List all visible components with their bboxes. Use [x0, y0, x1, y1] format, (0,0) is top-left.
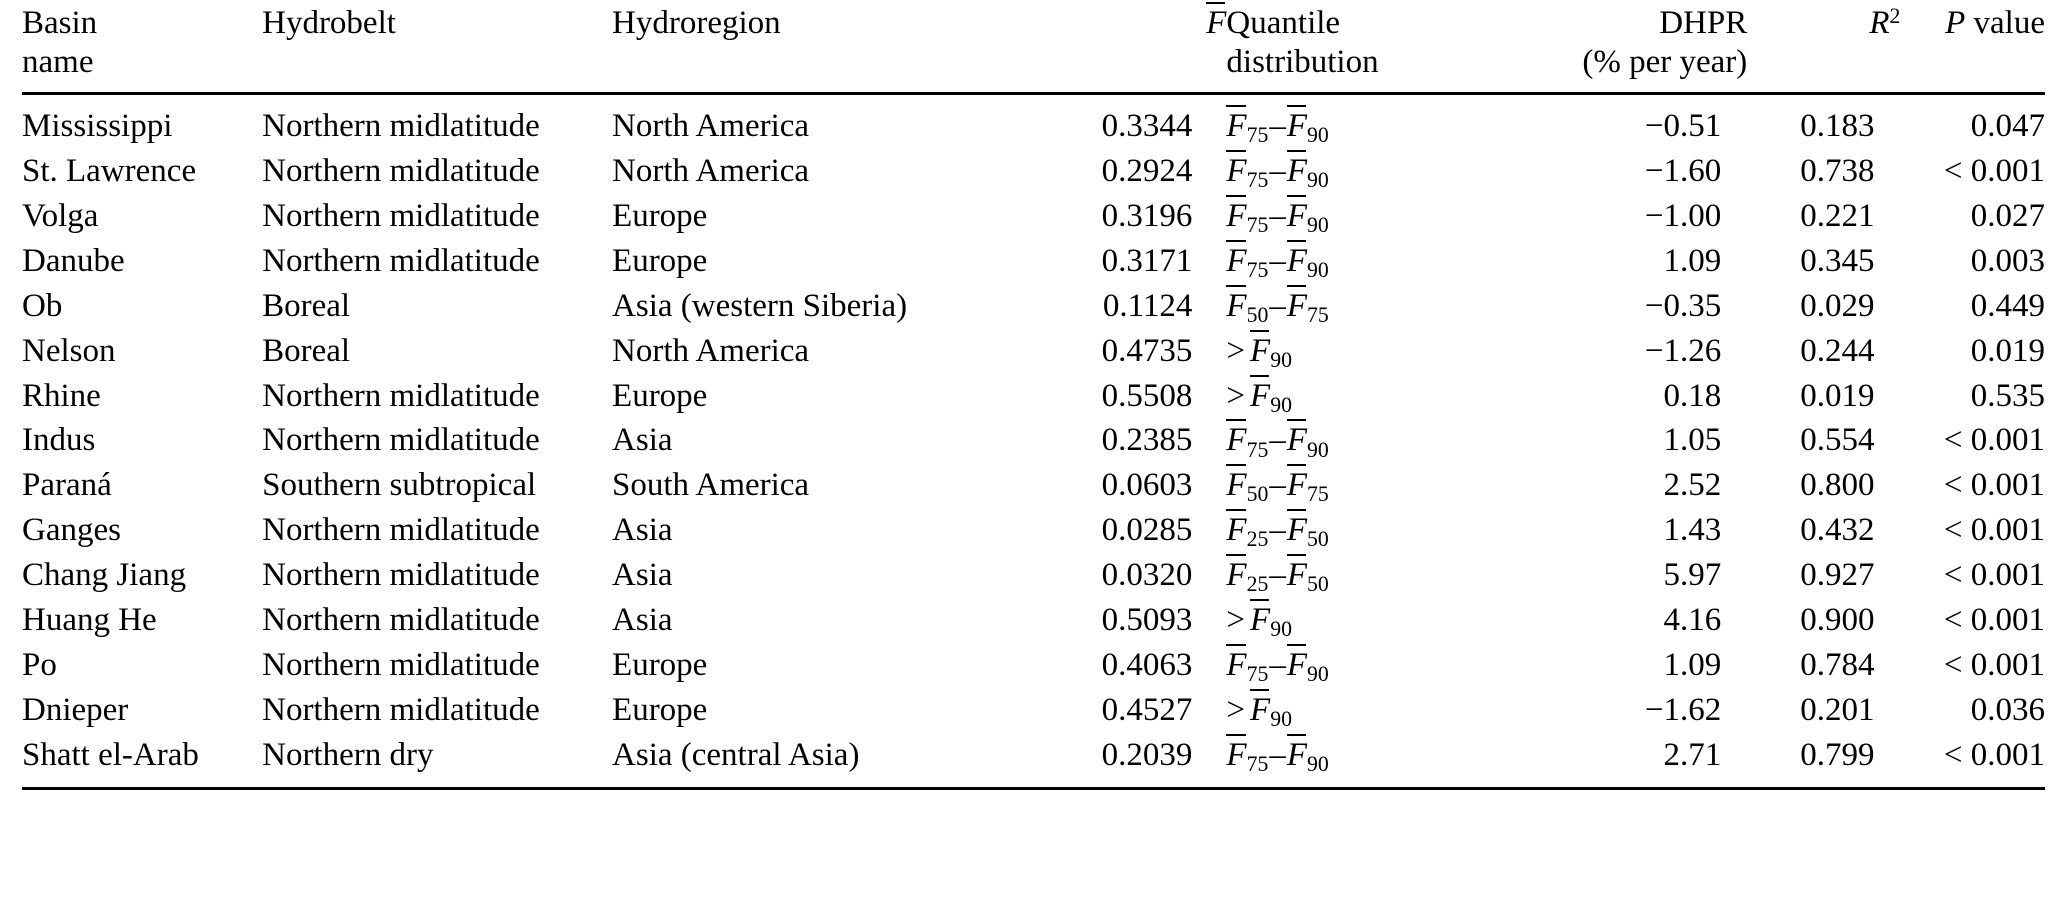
cell-basin-name: Shatt el-Arab — [22, 733, 262, 788]
cell-quantile-distribution — [1226, 418, 1509, 463]
f-bar-subscript: 75 — [1246, 122, 1269, 147]
cell-hydrobelt: Northern midlatitude — [262, 242, 540, 279]
cell-dhpr: −1.00 — [1644, 197, 1722, 234]
cell-dhpr: 0.18 — [1663, 377, 1722, 414]
quantile-expression — [1226, 107, 1329, 147]
cell-p-value: < 0.001 — [1943, 152, 2045, 189]
f-quantile-term — [1286, 422, 1329, 462]
cell-dhpr: 1.43 — [1663, 512, 1722, 549]
quantile-expression — [1226, 332, 1292, 372]
table-row — [22, 374, 2045, 419]
f-bar-symbol: F — [1226, 512, 1247, 549]
f-bar-subscript: 90 — [1307, 212, 1329, 237]
table-row — [22, 284, 2045, 329]
table-row — [22, 688, 2045, 733]
cell-hydrobelt: Northern midlatitude — [262, 422, 540, 459]
f-bar-subscript: 75 — [1307, 482, 1329, 507]
cell-r-squared: 0.800 — [1800, 467, 1875, 504]
cell-mean-f: 0.3196 — [1101, 197, 1193, 234]
cell-mean-f: 0.5093 — [1101, 602, 1193, 639]
cell-hydrobelt: Boreal — [262, 287, 351, 324]
f-quantile-term — [1226, 242, 1269, 282]
cell-r-squared: 0.244 — [1800, 332, 1875, 369]
cell-dhpr: 2.52 — [1663, 467, 1722, 504]
column-header-p-value — [1900, 0, 2045, 93]
greater-than-sign: > — [1226, 332, 1246, 369]
column-header-r-exponent: 2 — [1889, 4, 1901, 29]
cell-mean-f: 0.2039 — [1022, 733, 1227, 788]
quantile-expression — [1226, 647, 1329, 687]
f-bar-symbol: F — [1226, 152, 1247, 189]
cell-basin-name: St. Lawrence — [22, 152, 197, 189]
quantile-expression — [1226, 242, 1329, 282]
f-bar-subscript: 75 — [1246, 437, 1269, 462]
f-bar-subscript: 25 — [1246, 572, 1269, 597]
f-bar-symbol: F — [1226, 107, 1247, 144]
f-quantile-term — [1250, 332, 1292, 372]
quantile-expression — [1226, 557, 1329, 597]
cell-dhpr: 2.71 — [1509, 733, 1747, 788]
column-header-hydroregion-label: Hydroregion — [612, 5, 781, 41]
cell-r-squared: 0.927 — [1800, 557, 1875, 594]
cell-hydroregion: Europe — [612, 242, 708, 279]
f-quantile-term — [1250, 377, 1292, 417]
cell-mean-f: 0.0320 — [1101, 557, 1193, 594]
cell-hydroregion: Europe — [612, 692, 708, 729]
f-bar-symbol: F — [1250, 332, 1271, 369]
f-bar-subscript: 90 — [1307, 662, 1329, 687]
cell-quantile-distribution — [1226, 553, 1509, 598]
cell-p-value: 0.449 — [1970, 287, 2045, 324]
cell-quantile-distribution — [1226, 374, 1509, 419]
cell-basin-name: Ganges — [22, 512, 121, 549]
f-quantile-term — [1226, 557, 1269, 597]
cell-mean-f: 0.2924 — [1101, 152, 1193, 189]
cell-hydrobelt: Northern midlatitude — [262, 107, 540, 144]
f-bar-symbol: F — [1286, 557, 1308, 594]
cell-p-value: < 0.001 — [1943, 647, 2045, 684]
f-bar-subscript: 50 — [1246, 482, 1269, 507]
quantile-expression — [1226, 152, 1329, 192]
cell-hydroregion: Asia — [612, 512, 673, 549]
cell-basin-name: Po — [22, 647, 57, 684]
column-header-quantile-line2: distribution — [1226, 43, 1379, 80]
cell-hydroregion: North America — [612, 332, 810, 369]
range-dash: – — [1269, 647, 1286, 684]
f-quantile-term — [1226, 422, 1269, 462]
cell-basin-name: Volga — [22, 197, 99, 234]
quantile-expression — [1226, 467, 1329, 507]
f-bar-subscript: 90 — [1307, 752, 1329, 777]
f-bar-symbol: F — [1226, 287, 1247, 324]
column-header-p-word: value — [1965, 5, 2045, 41]
cell-dhpr: 5.97 — [1663, 557, 1722, 594]
basin-statistics-table — [22, 0, 2045, 790]
f-bar-symbol: F — [1286, 467, 1308, 504]
cell-r-squared: 0.738 — [1800, 152, 1875, 189]
cell-r-squared: 0.183 — [1800, 107, 1875, 144]
f-bar-subscript: 75 — [1246, 662, 1269, 687]
column-header-dhpr-line1: DHPR — [1659, 5, 1748, 41]
cell-mean-f: 0.3171 — [1101, 242, 1193, 279]
f-quantile-term — [1226, 152, 1269, 192]
cell-r-squared: 0.554 — [1800, 422, 1875, 459]
cell-hydroregion: Asia — [612, 602, 673, 639]
f-bar-subscript: 75 — [1307, 302, 1329, 327]
f-bar-symbol: F — [1250, 377, 1271, 414]
f-quantile-term — [1286, 287, 1329, 327]
column-header-p-symbol: P — [1945, 5, 1966, 41]
greater-than-sign: > — [1226, 377, 1246, 414]
greater-than-sign: > — [1226, 692, 1246, 729]
cell-basin-name: Rhine — [22, 377, 101, 414]
cell-mean-f: 0.4527 — [1101, 692, 1193, 729]
greater-than-sign: > — [1226, 602, 1246, 639]
cell-dhpr: −1.26 — [1644, 332, 1722, 369]
cell-mean-f: 0.2385 — [1101, 422, 1193, 459]
cell-quantile-distribution — [1226, 688, 1509, 733]
f-quantile-term — [1286, 512, 1329, 552]
cell-dhpr: −1.62 — [1644, 692, 1722, 729]
cell-basin-name: Danube — [22, 242, 125, 279]
table-row — [22, 93, 2045, 148]
range-dash: – — [1269, 557, 1286, 594]
f-quantile-term — [1286, 242, 1329, 282]
f-quantile-term — [1286, 107, 1329, 147]
f-bar-subscript: 75 — [1246, 257, 1269, 282]
table-row — [22, 463, 2045, 508]
cell-hydrobelt: Boreal — [262, 332, 351, 369]
cell-dhpr: −0.35 — [1644, 287, 1722, 324]
f-quantile-term — [1226, 287, 1269, 327]
cell-p-value: < 0.001 — [1943, 602, 2045, 639]
column-header-mean-f — [1022, 0, 1227, 93]
f-bar-subscript: 50 — [1307, 527, 1329, 552]
f-quantile-term — [1226, 512, 1269, 552]
f-bar-subscript: 90 — [1270, 617, 1292, 642]
f-quantile-term — [1286, 152, 1329, 192]
cell-quantile-distribution — [1226, 284, 1509, 329]
cell-quantile-distribution — [1226, 329, 1509, 374]
f-bar-symbol: F — [1226, 242, 1247, 279]
cell-hydrobelt: Northern midlatitude — [262, 152, 540, 189]
cell-hydroregion: North America — [612, 152, 810, 189]
cell-p-value: < 0.001 — [1943, 512, 2045, 549]
range-dash: – — [1269, 107, 1286, 144]
cell-basin-name: Paraná — [22, 467, 112, 504]
cell-r-squared: 0.201 — [1800, 692, 1875, 729]
f-bar-subscript: 90 — [1307, 122, 1329, 147]
f-bar-symbol: F — [1286, 242, 1308, 279]
cell-quantile-distribution — [1226, 643, 1509, 688]
column-header-hydroregion — [612, 0, 1022, 93]
quantile-expression — [1226, 692, 1292, 732]
quantile-expression — [1226, 197, 1329, 237]
cell-basin-name: Dnieper — [22, 692, 129, 729]
cell-p-value: < 0.001 — [1943, 557, 2045, 594]
cell-r-squared: 0.900 — [1800, 602, 1875, 639]
cell-basin-name: Huang He — [22, 602, 157, 639]
cell-mean-f: 0.5508 — [1101, 377, 1193, 414]
f-bar-subscript: 90 — [1307, 167, 1329, 192]
range-dash: – — [1269, 152, 1286, 189]
cell-p-value: 0.027 — [1970, 197, 2045, 234]
table-row — [22, 643, 2045, 688]
column-header-f-symbol: F — [1206, 5, 1227, 41]
quantile-expression — [1226, 377, 1292, 417]
cell-mean-f: 0.1124 — [1102, 287, 1193, 324]
cell-hydroregion: Europe — [612, 377, 708, 414]
f-bar-subscript: 90 — [1270, 392, 1292, 417]
cell-p-value: < 0.001 — [1900, 733, 2045, 788]
f-bar-symbol: F — [1226, 647, 1247, 684]
cell-hydroregion: Europe — [612, 647, 708, 684]
f-bar-symbol: F — [1286, 107, 1308, 144]
cell-hydroregion: Asia (western Siberia) — [612, 287, 908, 324]
cell-p-value: 0.019 — [1970, 332, 2045, 369]
cell-hydrobelt: Northern midlatitude — [262, 377, 540, 414]
column-header-basin-line2: name — [22, 43, 94, 80]
range-dash: – — [1269, 242, 1286, 279]
range-dash: – — [1269, 197, 1286, 234]
f-bar-subscript: 75 — [1246, 212, 1269, 237]
column-header-basin-line1: Basin — [22, 5, 98, 41]
f-bar-subscript: 75 — [1246, 167, 1269, 192]
table-row — [22, 149, 2045, 194]
range-dash: – — [1269, 737, 1286, 773]
f-bar-symbol: F — [1226, 557, 1247, 594]
cell-hydrobelt: Northern midlatitude — [262, 602, 540, 639]
table-row — [22, 329, 2045, 374]
cell-basin-name: Chang Jiang — [22, 557, 187, 594]
cell-p-value: 0.047 — [1970, 107, 2045, 144]
cell-quantile-distribution — [1226, 733, 1509, 788]
quantile-expression — [1226, 737, 1329, 777]
f-bar-symbol: F — [1226, 467, 1247, 504]
cell-r-squared: 0.432 — [1800, 512, 1875, 549]
cell-quantile-distribution — [1226, 508, 1509, 553]
f-bar-subscript: 25 — [1246, 527, 1269, 552]
range-dash: – — [1269, 422, 1286, 459]
column-header-hydrobelt-label: Hydrobelt — [262, 5, 396, 41]
cell-quantile-distribution — [1226, 463, 1509, 508]
cell-hydrobelt: Northern dry — [262, 733, 612, 788]
cell-quantile-distribution — [1226, 598, 1509, 643]
column-header-dhpr-line2: (% per year) — [1582, 43, 1748, 80]
f-bar-symbol: F — [1250, 692, 1271, 729]
f-quantile-term — [1286, 737, 1329, 777]
f-quantile-term — [1226, 467, 1269, 507]
f-bar-subscript: 75 — [1246, 752, 1269, 777]
column-header-quantile-line1: Quantile — [1226, 5, 1341, 41]
f-quantile-term — [1226, 197, 1269, 237]
cell-r-squared: 0.345 — [1800, 242, 1875, 279]
f-bar-symbol: F — [1286, 647, 1308, 684]
cell-hydrobelt: Northern midlatitude — [262, 197, 540, 234]
quantile-expression — [1226, 287, 1329, 327]
f-bar-subscript: 90 — [1270, 347, 1292, 372]
cell-dhpr: 4.16 — [1663, 602, 1722, 639]
cell-p-value: 0.535 — [1970, 377, 2045, 414]
cell-dhpr: 1.05 — [1663, 422, 1722, 459]
cell-p-value: < 0.001 — [1943, 467, 2045, 504]
f-bar-symbol: F — [1286, 152, 1308, 189]
cell-hydrobelt: Northern midlatitude — [262, 512, 540, 549]
f-bar-symbol: F — [1286, 287, 1308, 324]
cell-quantile-distribution — [1226, 194, 1509, 239]
column-header-r-symbol: R — [1869, 5, 1890, 41]
cell-mean-f: 0.0603 — [1101, 467, 1193, 504]
cell-mean-f: 0.4735 — [1101, 332, 1193, 369]
cell-hydrobelt: Northern midlatitude — [262, 692, 540, 729]
f-bar-subscript: 50 — [1246, 302, 1269, 327]
table-row — [22, 418, 2045, 463]
f-quantile-term — [1226, 737, 1269, 777]
cell-hydrobelt: Southern subtropical — [262, 467, 537, 504]
cell-basin-name: Nelson — [22, 332, 116, 369]
quantile-expression — [1226, 512, 1329, 552]
column-header-quantile-distribution — [1226, 0, 1509, 93]
f-bar-symbol: F — [1286, 512, 1308, 549]
cell-hydroregion: Asia (central Asia) — [612, 733, 1022, 788]
table-header — [22, 0, 2045, 93]
cell-hydroregion: South America — [612, 467, 810, 504]
cell-basin-name: Indus — [22, 422, 96, 459]
cell-hydroregion: Asia — [612, 422, 673, 459]
cell-dhpr: 1.09 — [1663, 242, 1722, 279]
f-bar-subscript: 90 — [1270, 707, 1292, 732]
cell-p-value: 0.003 — [1970, 242, 2045, 279]
cell-hydrobelt: Northern midlatitude — [262, 557, 540, 594]
cell-dhpr: 1.09 — [1663, 647, 1722, 684]
cell-quantile-distribution — [1226, 239, 1509, 284]
cell-basin-name: Ob — [22, 287, 63, 324]
table-row — [22, 553, 2045, 598]
quantile-expression — [1226, 602, 1292, 642]
cell-mean-f: 0.0285 — [1101, 512, 1193, 549]
f-bar-symbol: F — [1286, 737, 1308, 773]
quantile-expression — [1226, 422, 1329, 462]
cell-basin-name: Mississippi — [22, 107, 173, 144]
cell-hydrobelt: Northern midlatitude — [262, 647, 540, 684]
cell-r-squared: 0.029 — [1800, 287, 1875, 324]
cell-r-squared: 0.799 — [1747, 733, 1900, 788]
cell-mean-f: 0.4063 — [1101, 647, 1193, 684]
table-row — [22, 194, 2045, 239]
cell-mean-f: 0.3344 — [1101, 107, 1193, 144]
column-header-dhpr — [1509, 0, 1747, 93]
f-quantile-term — [1286, 557, 1329, 597]
f-quantile-term — [1226, 647, 1269, 687]
f-quantile-term — [1286, 197, 1329, 237]
f-quantile-term — [1250, 692, 1292, 732]
f-quantile-term — [1286, 647, 1329, 687]
f-bar-symbol: F — [1250, 602, 1271, 639]
cell-hydroregion: Europe — [612, 197, 708, 234]
f-bar-subscript: 90 — [1307, 437, 1329, 462]
cell-r-squared: 0.019 — [1800, 377, 1875, 414]
column-header-r-squared — [1747, 0, 1900, 93]
f-bar-symbol: F — [1226, 197, 1247, 234]
table-body — [22, 93, 2045, 788]
cell-quantile-distribution — [1226, 93, 1509, 148]
range-dash: – — [1269, 467, 1286, 504]
table-row — [22, 508, 2045, 553]
cell-quantile-distribution — [1226, 149, 1509, 194]
column-header-hydrobelt — [262, 0, 612, 93]
range-dash: – — [1269, 512, 1286, 549]
cell-dhpr: −0.51 — [1644, 107, 1722, 144]
f-quantile-term — [1250, 602, 1292, 642]
f-bar-symbol: F — [1286, 422, 1308, 459]
f-bar-symbol: F — [1226, 422, 1247, 459]
table-row — [22, 733, 2045, 788]
cell-dhpr: −1.60 — [1644, 152, 1722, 189]
f-quantile-term — [1286, 467, 1329, 507]
cell-r-squared: 0.221 — [1800, 197, 1875, 234]
range-dash: – — [1269, 287, 1286, 324]
cell-p-value: < 0.001 — [1943, 422, 2045, 459]
f-bar-subscript: 90 — [1307, 257, 1329, 282]
column-header-basin-name — [22, 0, 262, 93]
cell-hydroregion: Asia — [612, 557, 673, 594]
f-quantile-term — [1226, 107, 1269, 147]
cell-r-squared: 0.784 — [1800, 647, 1875, 684]
f-bar-subscript: 50 — [1307, 572, 1329, 597]
table-row — [22, 598, 2045, 643]
f-bar-symbol: F — [1286, 197, 1308, 234]
cell-p-value: 0.036 — [1970, 692, 2045, 729]
cell-hydroregion: North America — [612, 107, 810, 144]
table-row — [22, 239, 2045, 284]
f-bar-symbol: F — [1226, 737, 1247, 773]
